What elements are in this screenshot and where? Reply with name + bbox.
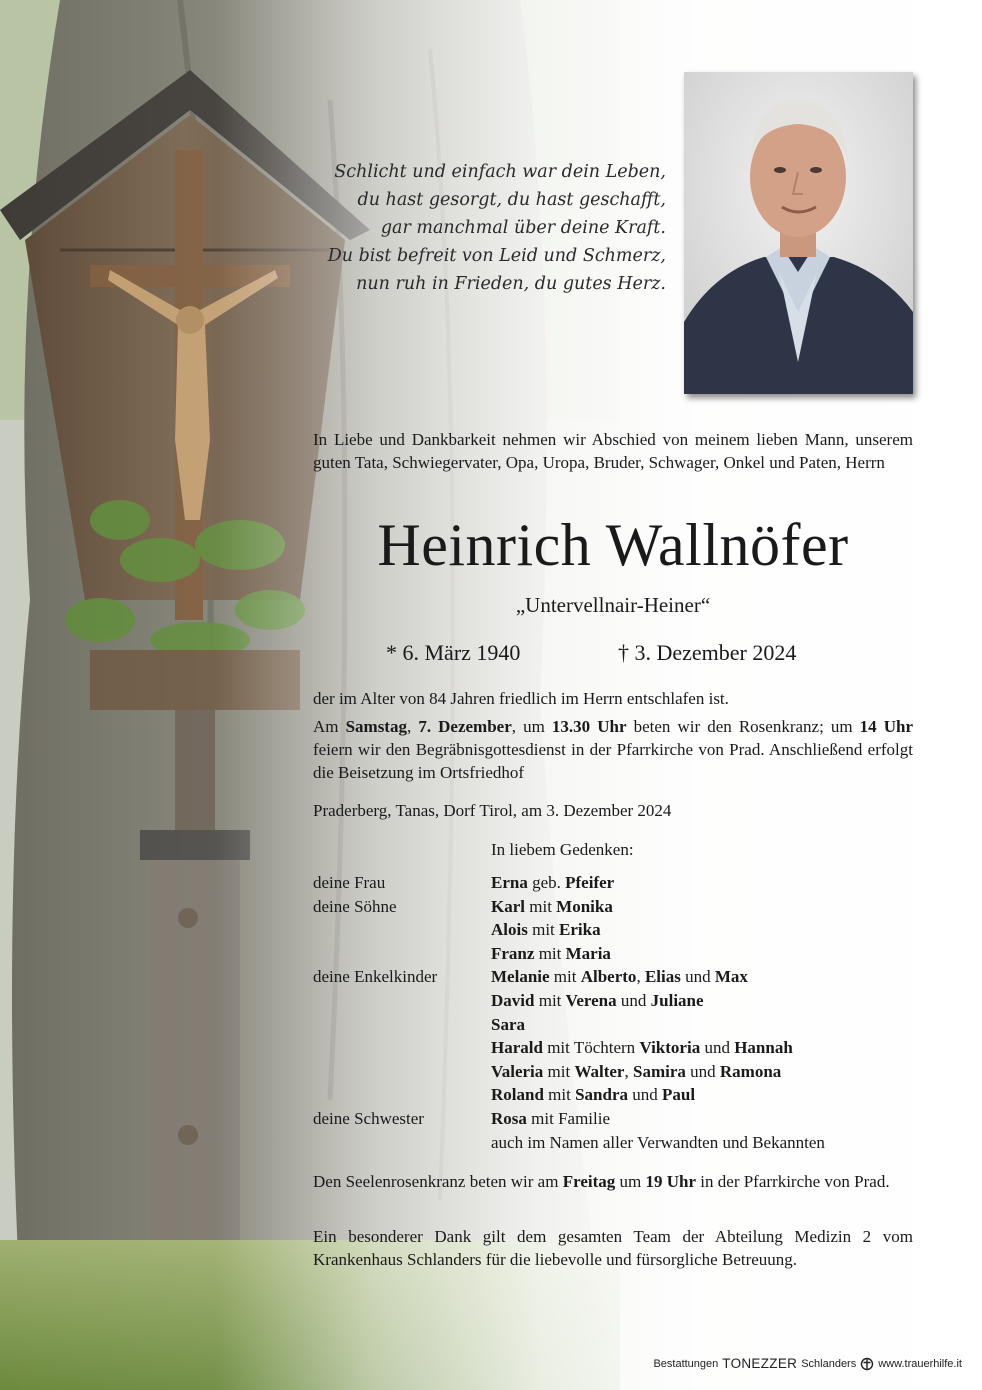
birth-date: * 6. März 1940: [386, 640, 521, 665]
deceased-name: Heinrich Wallnöfer: [377, 512, 849, 578]
mourner-names: [491, 1107, 913, 1131]
mourner-row: [313, 1083, 913, 1107]
mourner-relation: [313, 942, 491, 966]
poem-line: nun ruh in Frieden, du gutes Herz.: [356, 274, 666, 294]
poem-line: gar manchmal über deine Kraft.: [380, 218, 666, 238]
mourner-connector: und: [700, 1038, 735, 1058]
mourner-row: [313, 1131, 913, 1155]
text-run: Samstag: [345, 717, 407, 736]
mourner-name: Rosa: [491, 1108, 527, 1128]
mourner-names: [491, 1083, 913, 1107]
text-run: 13.30 Uhr: [551, 717, 627, 736]
mourner-connector: und: [628, 1085, 663, 1105]
intro-text: In Liebe und Dankbarkeit nehmen wir Abschied von meinem lieben Mann, unserem guten Tata, Schwiegervater, Opa, Uropa, Bruder, Schwager, Onkel und Paten, Herrn: [313, 430, 913, 472]
mourner-connector: mit: [543, 1061, 575, 1081]
mourner-name: Melanie: [491, 967, 550, 987]
mourner-connector: mit: [543, 1085, 576, 1105]
text-run: 19 Uhr: [645, 1172, 697, 1191]
mourner-row: [313, 1107, 913, 1131]
mourner-name: Alberto: [580, 967, 637, 987]
mourner-names: [491, 895, 913, 919]
portrait-image: [684, 72, 913, 394]
mourner-relation: deine Enkelkinder: [313, 967, 438, 987]
mourner-names: [491, 1013, 913, 1037]
text-run: in der Pfarrkirche von Prad.: [696, 1172, 890, 1191]
mourner-name: Valeria: [491, 1061, 544, 1081]
mourner-connector: mit Familie: [526, 1108, 611, 1128]
mourner-name: Pfeifer: [565, 873, 615, 892]
mourner-names: [491, 942, 913, 966]
footer-town: Schlanders: [801, 1357, 857, 1370]
footer-prefix: Bestattungen: [653, 1357, 719, 1370]
mourner-name: Verena: [565, 990, 617, 1010]
mourner-relation: [313, 1013, 491, 1037]
mourner-connector: und: [616, 990, 651, 1010]
mourner-row: [313, 1013, 913, 1037]
mourner-name: Sandra: [575, 1085, 629, 1105]
rosary-note: [313, 1170, 913, 1193]
mourner-names: [491, 1036, 913, 1060]
text-run: beten wir den Rosenkranz; um: [626, 717, 860, 736]
nickname: „Untervellnair-Heiner“: [515, 593, 711, 617]
portrait-photo: [684, 72, 913, 394]
text-run: Den Seelenrosenkranz beten wir am: [313, 1172, 563, 1191]
mourner-name: Karl: [491, 896, 525, 916]
text-run: 14 Uhr: [859, 717, 914, 736]
mourner-name: Alois: [491, 920, 528, 940]
mourners-list: [313, 871, 913, 1154]
mourner-relation: [313, 918, 491, 942]
thanks-note: Ein besonderer Dank gilt dem gesamten Team der Abteilung Medizin 2 vom Krankenhaus Schlanders für die liebevolle und fürsorgliche Betreuung.: [313, 1227, 913, 1269]
text-run: Freitag: [562, 1172, 616, 1191]
mourner-name: Viktoria: [639, 1038, 701, 1058]
mourner-connector: mit: [527, 920, 560, 940]
mourner-name: Max: [714, 967, 748, 987]
mourner-name: Maria: [565, 943, 611, 963]
mourner-relation: [313, 1036, 491, 1060]
mourner-row: [313, 942, 913, 966]
mourner-relation: deine Frau: [313, 873, 386, 892]
mourner-names: [491, 918, 913, 942]
text-run: ,: [406, 717, 419, 736]
mourner-relation: [313, 1131, 491, 1155]
mourner-connector: geb.: [527, 873, 566, 892]
place-date: Praderberg, Tanas, Dorf Tirol, am 3. Dezember 2024: [313, 801, 672, 820]
mourner-name: Erika: [559, 920, 601, 940]
footer: [653, 1356, 962, 1371]
poem-line: Du bist befreit von Leid und Schmerz,: [327, 246, 666, 266]
mourner-connector: ,: [624, 1061, 633, 1081]
mourner-relation: deine Schwester: [313, 1108, 424, 1128]
mourner-name: Sara: [491, 1014, 525, 1034]
mourner-names: [491, 989, 913, 1013]
mourner-row: [313, 1060, 913, 1084]
age-line: der im Alter von 84 Jahren friedlich im Herrn entschlafen ist.: [313, 689, 729, 708]
memory-title: In liebem Gedenken:: [491, 840, 634, 859]
mourner-connector: auch im Namen aller Verwandten und Bekannten: [491, 1132, 825, 1152]
mourner-row: [313, 918, 913, 942]
mourner-name: Paul: [662, 1085, 696, 1105]
mourner-name: Samira: [632, 1061, 686, 1081]
text-run: um: [615, 1172, 646, 1191]
mourner-connector: mit: [525, 896, 557, 916]
mourner-connector: mit: [549, 967, 581, 987]
mourner-relation: [313, 989, 491, 1013]
mourner-name: Ramona: [719, 1061, 782, 1081]
death-date: † 3. Dezember 2024: [618, 640, 797, 665]
text-run: 7. Dezember: [418, 717, 512, 736]
mourner-name: Hannah: [734, 1038, 793, 1058]
mourner-name: Walter: [574, 1061, 625, 1081]
mourner-names: [491, 1131, 913, 1155]
mourner-connector: mit: [534, 990, 566, 1010]
mourner-name: Roland: [491, 1085, 544, 1105]
mourner-name: Juliane: [650, 990, 704, 1010]
text-run: feiern wir den Begräbnisgottesdienst in der Pfarrkirche von Prad. Anschließend erfolgt die Beisetzung im Ortsfriedhof: [313, 740, 913, 782]
mourner-connector: mit Töchtern: [542, 1038, 640, 1058]
mourner-name: Monika: [556, 896, 613, 916]
mourner-relation: deine Söhne: [313, 896, 397, 916]
mourner-name: David: [491, 990, 535, 1010]
mourner-name: Harald: [491, 1038, 543, 1058]
mourner-names: [491, 965, 913, 989]
mourner-connector: ,: [636, 967, 645, 987]
poem: [300, 158, 666, 298]
mourner-row: [313, 895, 913, 919]
text-run: Am: [313, 717, 346, 736]
footer-brand: TONEZZER: [722, 1356, 798, 1371]
mourner-name: Franz: [491, 943, 535, 963]
mourner-row: [313, 989, 913, 1013]
text-run: , um: [511, 717, 552, 736]
mourner-name: Elias: [644, 967, 681, 987]
footer-url: www.trauerhilfe.it: [878, 1357, 962, 1370]
mourner-relation: [313, 1083, 491, 1107]
mourner-relation: [313, 1060, 491, 1084]
mourner-connector: und: [680, 967, 715, 987]
poem-line: du hast gesorgt, du hast geschafft,: [357, 190, 666, 210]
funeral-details: [313, 715, 913, 784]
mourner-connector: und: [685, 1061, 720, 1081]
mourner-row: [313, 871, 913, 895]
mourner-row: [313, 965, 913, 989]
mourner-connector: mit: [534, 943, 566, 963]
poem-line: Schlicht und einfach war dein Leben,: [334, 162, 666, 182]
mourner-names: [491, 1060, 913, 1084]
trauerhilfe-logo-icon: [860, 1357, 874, 1371]
mourner-name: Erna: [491, 873, 528, 892]
mourner-names: [491, 871, 913, 895]
mourner-row: [313, 1036, 913, 1060]
